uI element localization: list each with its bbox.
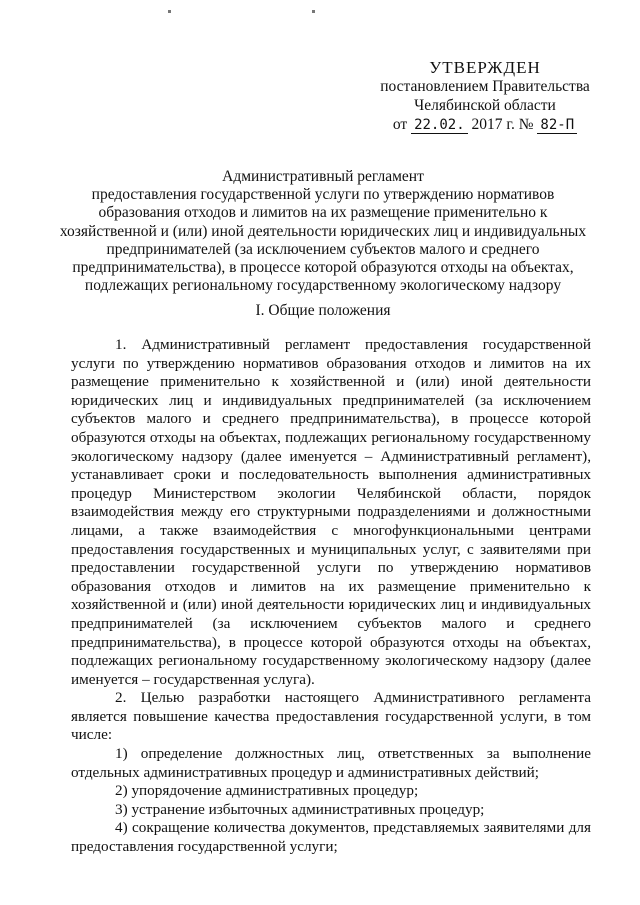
scan-mark-right xyxy=(312,10,315,13)
approval-year: 2017 г. № xyxy=(471,116,534,133)
approval-date-prefix: от xyxy=(392,116,408,133)
paragraph: 1. Административный регламент предоставления государственной услуги по утверждению нормативов образования отходов и лимитов на их размещение применительно к хозяйственной и (или) иной деятельности юридических лиц и индивидуальных предпринимателей (за исключением субъектов малого и среднего предпринимательства), в процессе которой образуются отходы на объектах, подлежащих региональному государственному экологическому надзору (далее именуется – Административный регламент), устанавливает сроки и последовательность выполнения административных процедур Министерством экологии Челябинской области, порядок взаимодействия между его структурными подразделениями и должностными лицами, а также взаимодействия с многофункциональными центрами предоставления государственных и муниципальных услуг, с заявителями при предоставлении государственной услуги по утверждению нормативов образования отходов и лимитов на их размещение применительно к хозяйственной и (или) иной деятельности юридических лиц и индивидуальных предпринимателей (за исключением субъектов малого и среднего предпринимательства), в процессе которой образуются отходы на объектах, подлежащих региональному государственному экологическому надзору (далее именуется – государственная услуга). xyxy=(71,336,591,688)
paragraph: 1) определение должностных лиц, ответственных за выполнение отдельных административных процедур и административных действий; xyxy=(71,745,591,781)
approval-line-2: Челябинской области xyxy=(414,97,556,114)
document-title: Административный регламент xyxy=(222,168,424,185)
approval-line-1: постановлением Правительства xyxy=(380,78,590,95)
paragraph: 2) упорядочение административных процедур; xyxy=(115,782,419,800)
section-title: I. Общие положения xyxy=(255,302,391,319)
approval-block xyxy=(370,58,600,135)
approval-number-handwritten: 82-П xyxy=(537,117,577,134)
document-heading xyxy=(56,168,590,295)
document-body xyxy=(71,336,591,857)
approval-title: УТВЕРЖДЕН xyxy=(429,58,541,77)
paragraph: 4) сокращение количества документов, представляемых заявителями для предоставления государственной услуги; xyxy=(71,819,591,856)
approval-date-handwritten: 22.02. xyxy=(411,117,468,134)
paragraph: 2. Целью разработки настоящего Административного регламента является повышение качества предоставления государственной услуги, в том числе: xyxy=(71,689,591,744)
approval-date-line xyxy=(370,115,600,135)
document-subtitle: предоставления государственной услуги по утверждению нормативов образования отходов и лимитов на их размещение применительно к хозяйственной и (или) иной деятельности юридических лиц и индивидуальных предпринимателей (за исключением субъектов малого и среднего предпринимательства), в процессе которой образуются отходы на объектах, подлежащих региональному государственному экологическому надзору xyxy=(59,186,587,295)
scan-mark-left xyxy=(168,10,171,13)
paragraph: 3) устранение избыточных административных процедур; xyxy=(115,800,485,818)
